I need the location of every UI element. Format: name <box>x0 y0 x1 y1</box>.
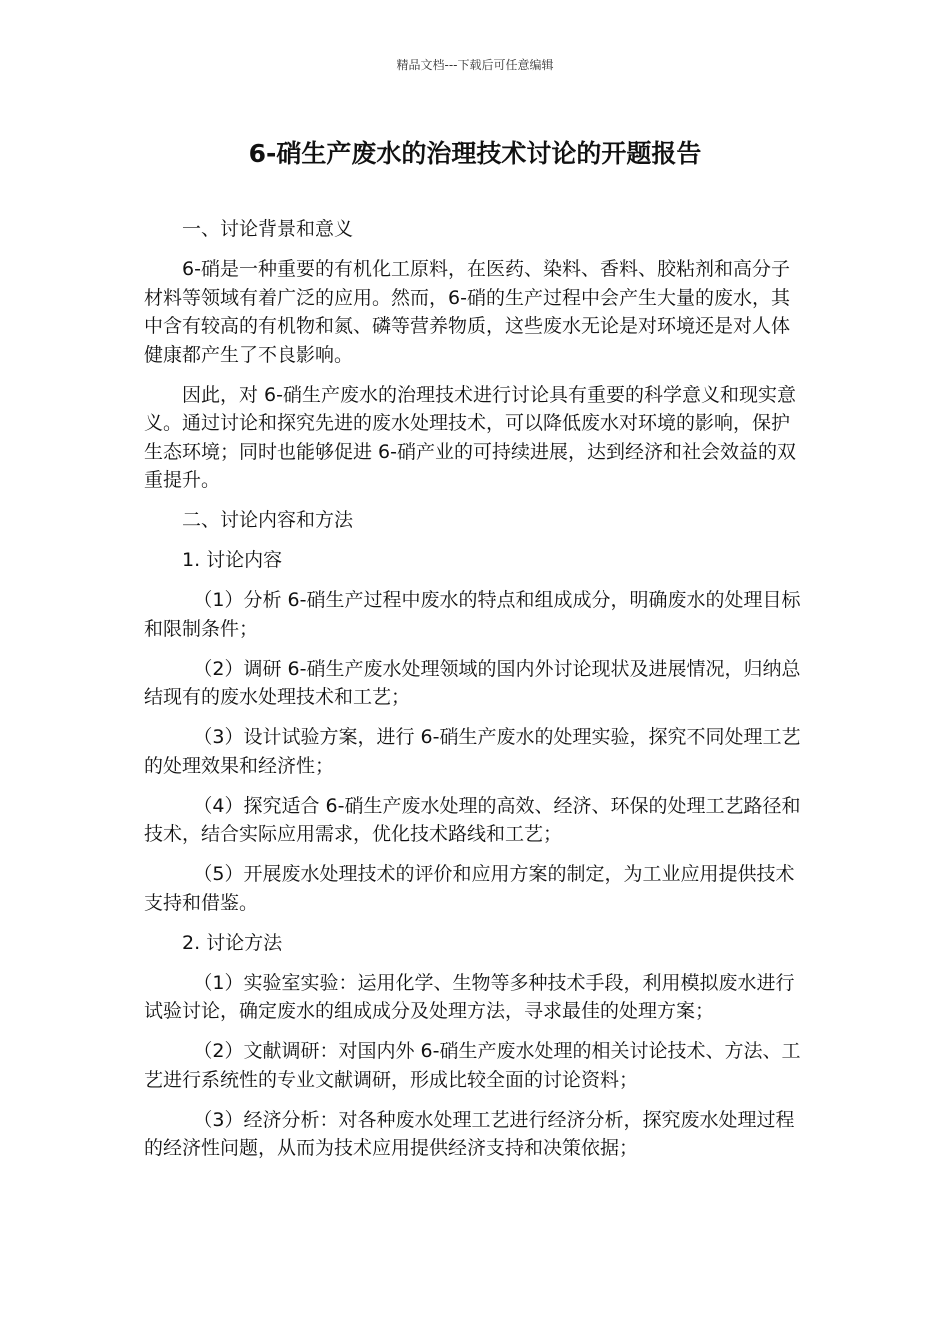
list-item: （2）调研 6-硝生产废水处理领域的国内外讨论现状及进展情况，归纳总结现有的废水处理技术和工艺； <box>144 657 801 708</box>
list-item: （3）设计试验方案，进行 6-硝生产废水的处理实验，探究不同处理工艺的处理效果和经济性； <box>144 726 801 777</box>
section-heading: 二、讨论内容和方法 <box>182 509 354 531</box>
subsection-heading: 1. 讨论内容 <box>182 549 283 571</box>
page-header-note: 精品文档---下载后可任意编辑 <box>396 58 554 72</box>
list-item: （3）经济分析：对各种废水处理工艺进行经济分析，探究废水处理过程的经济性问题，从而为技术应用提供经济支持和决策依据； <box>144 1108 795 1159</box>
paragraph: 6-硝是一种重要的有机化工原料，在医药、染料、香料、胶粘剂和高分子材料等领域有着广泛的应用。然而，6-硝的生产过程中会产生大量的废水，其中含有较高的有机物和氮、磷等营养物质，这些废水无论是对环境还是对人体健康都产生了不良影响。 <box>144 258 791 366</box>
list-item: （2）文献调研：对国内外 6-硝生产废水处理的相关讨论技术、方法、工艺进行系统性的专业文献调研，形成比较全面的讨论资料； <box>144 1040 801 1091</box>
paragraph: 因此，对 6-硝生产废水的治理技术进行讨论具有重要的科学意义和现实意义。通过讨论和探究先进的废水处理技术，可以降低废水对环境的影响，保护生态环境；同时也能够促进 6-硝产业的可持续进展，达到经济和社会效益的双重提升。 <box>144 383 796 491</box>
subsection-heading: 2. 讨论方法 <box>182 931 283 954</box>
section-heading: 一、讨论背景和意义 <box>182 218 354 240</box>
list-item: （5）开展废水处理技术的评价和应用方案的制定，为工业应用提供技术支持和借鉴。 <box>144 863 795 914</box>
document-body <box>144 215 806 1174</box>
list-item: （1）分析 6-硝生产过程中废水的特点和组成成分，明确废水的处理目标和限制条件； <box>144 589 801 640</box>
list-item: （1）实验室实验：运用化学、生物等多种技术手段，利用模拟废水进行试验讨论，确定废水的组成成分及处理方法，寻求最佳的处理方案； <box>144 971 795 1022</box>
document-title: 6-硝生产废水的治理技术讨论的开题报告 <box>248 139 702 168</box>
list-item: （4）探究适合 6-硝生产废水处理的高效、经济、环保的处理工艺路径和技术，结合实际应用需求，优化技术路线和工艺； <box>144 794 801 845</box>
